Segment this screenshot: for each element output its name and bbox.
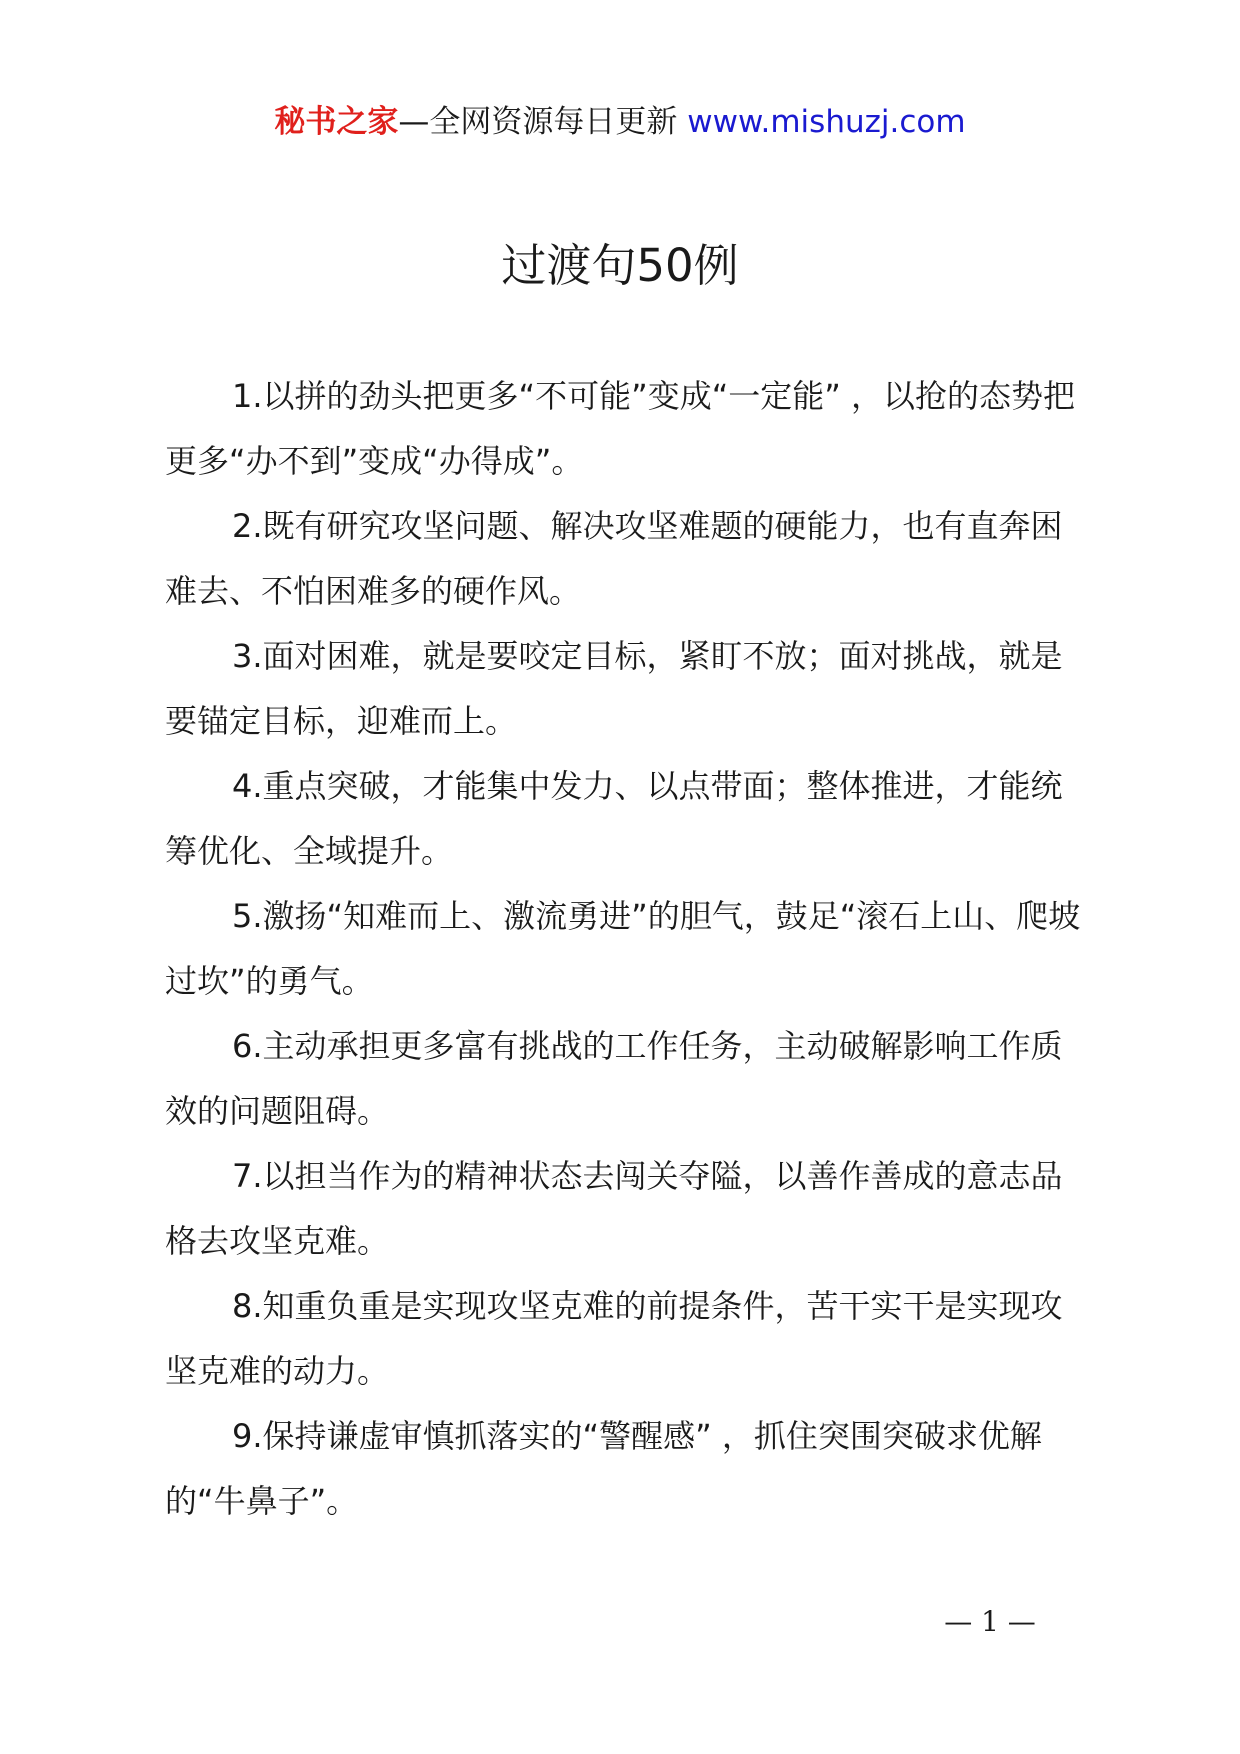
list-item: 1.以拼的劲头把更多“不可能”变成“一定能” ，以抢的态势把更多“办不到”变成“办得成”。 (165, 377, 1076, 480)
list-item: 3.面对困难，就是要咬定目标，紧盯不放；面对挑战，就是要锚定目标，迎难而上。 (165, 637, 1063, 740)
banner-url-link[interactable]: www.mishuzj.com (687, 104, 966, 140)
list-item: 5.激扬“知难而上、激流勇进”的胆气，鼓足“滚石上山、爬坡过坎”的勇气。 (165, 897, 1081, 1000)
list-item: 2.既有研究攻坚问题、解决攻坚难题的硬能力，也有直奔困难去、不怕困难多的硬作风。 (165, 507, 1063, 610)
site-banner (0, 100, 1240, 144)
list-item: 4.重点突破，才能集中发力、以点带面；整体推进，才能统筹优化、全域提升。 (165, 767, 1063, 870)
banner-brand: 秘书之家 (274, 104, 399, 140)
list-item: 9.保持谦虚审慎抓落实的“警醒感” ，抓住突围突破求优解的“牛鼻子”。 (165, 1417, 1042, 1520)
document-title: 过渡句50例 (501, 239, 739, 292)
list-item: 8.知重负重是实现攻坚克难的前提条件，苦干实干是实现攻坚克难的动力。 (165, 1287, 1063, 1390)
list-item: 6.主动承担更多富有挑战的工作任务，主动破解影响工作质效的问题阻碍。 (165, 1027, 1063, 1130)
list-item: 7.以担当作为的精神状态去闯关夺隘，以善作善成的意志品格去攻坚克难。 (165, 1157, 1063, 1260)
page-number: — 1 — (944, 1605, 1036, 1638)
document-body (165, 364, 1085, 1534)
banner-tagline: —全网资源每日更新 (398, 104, 678, 140)
